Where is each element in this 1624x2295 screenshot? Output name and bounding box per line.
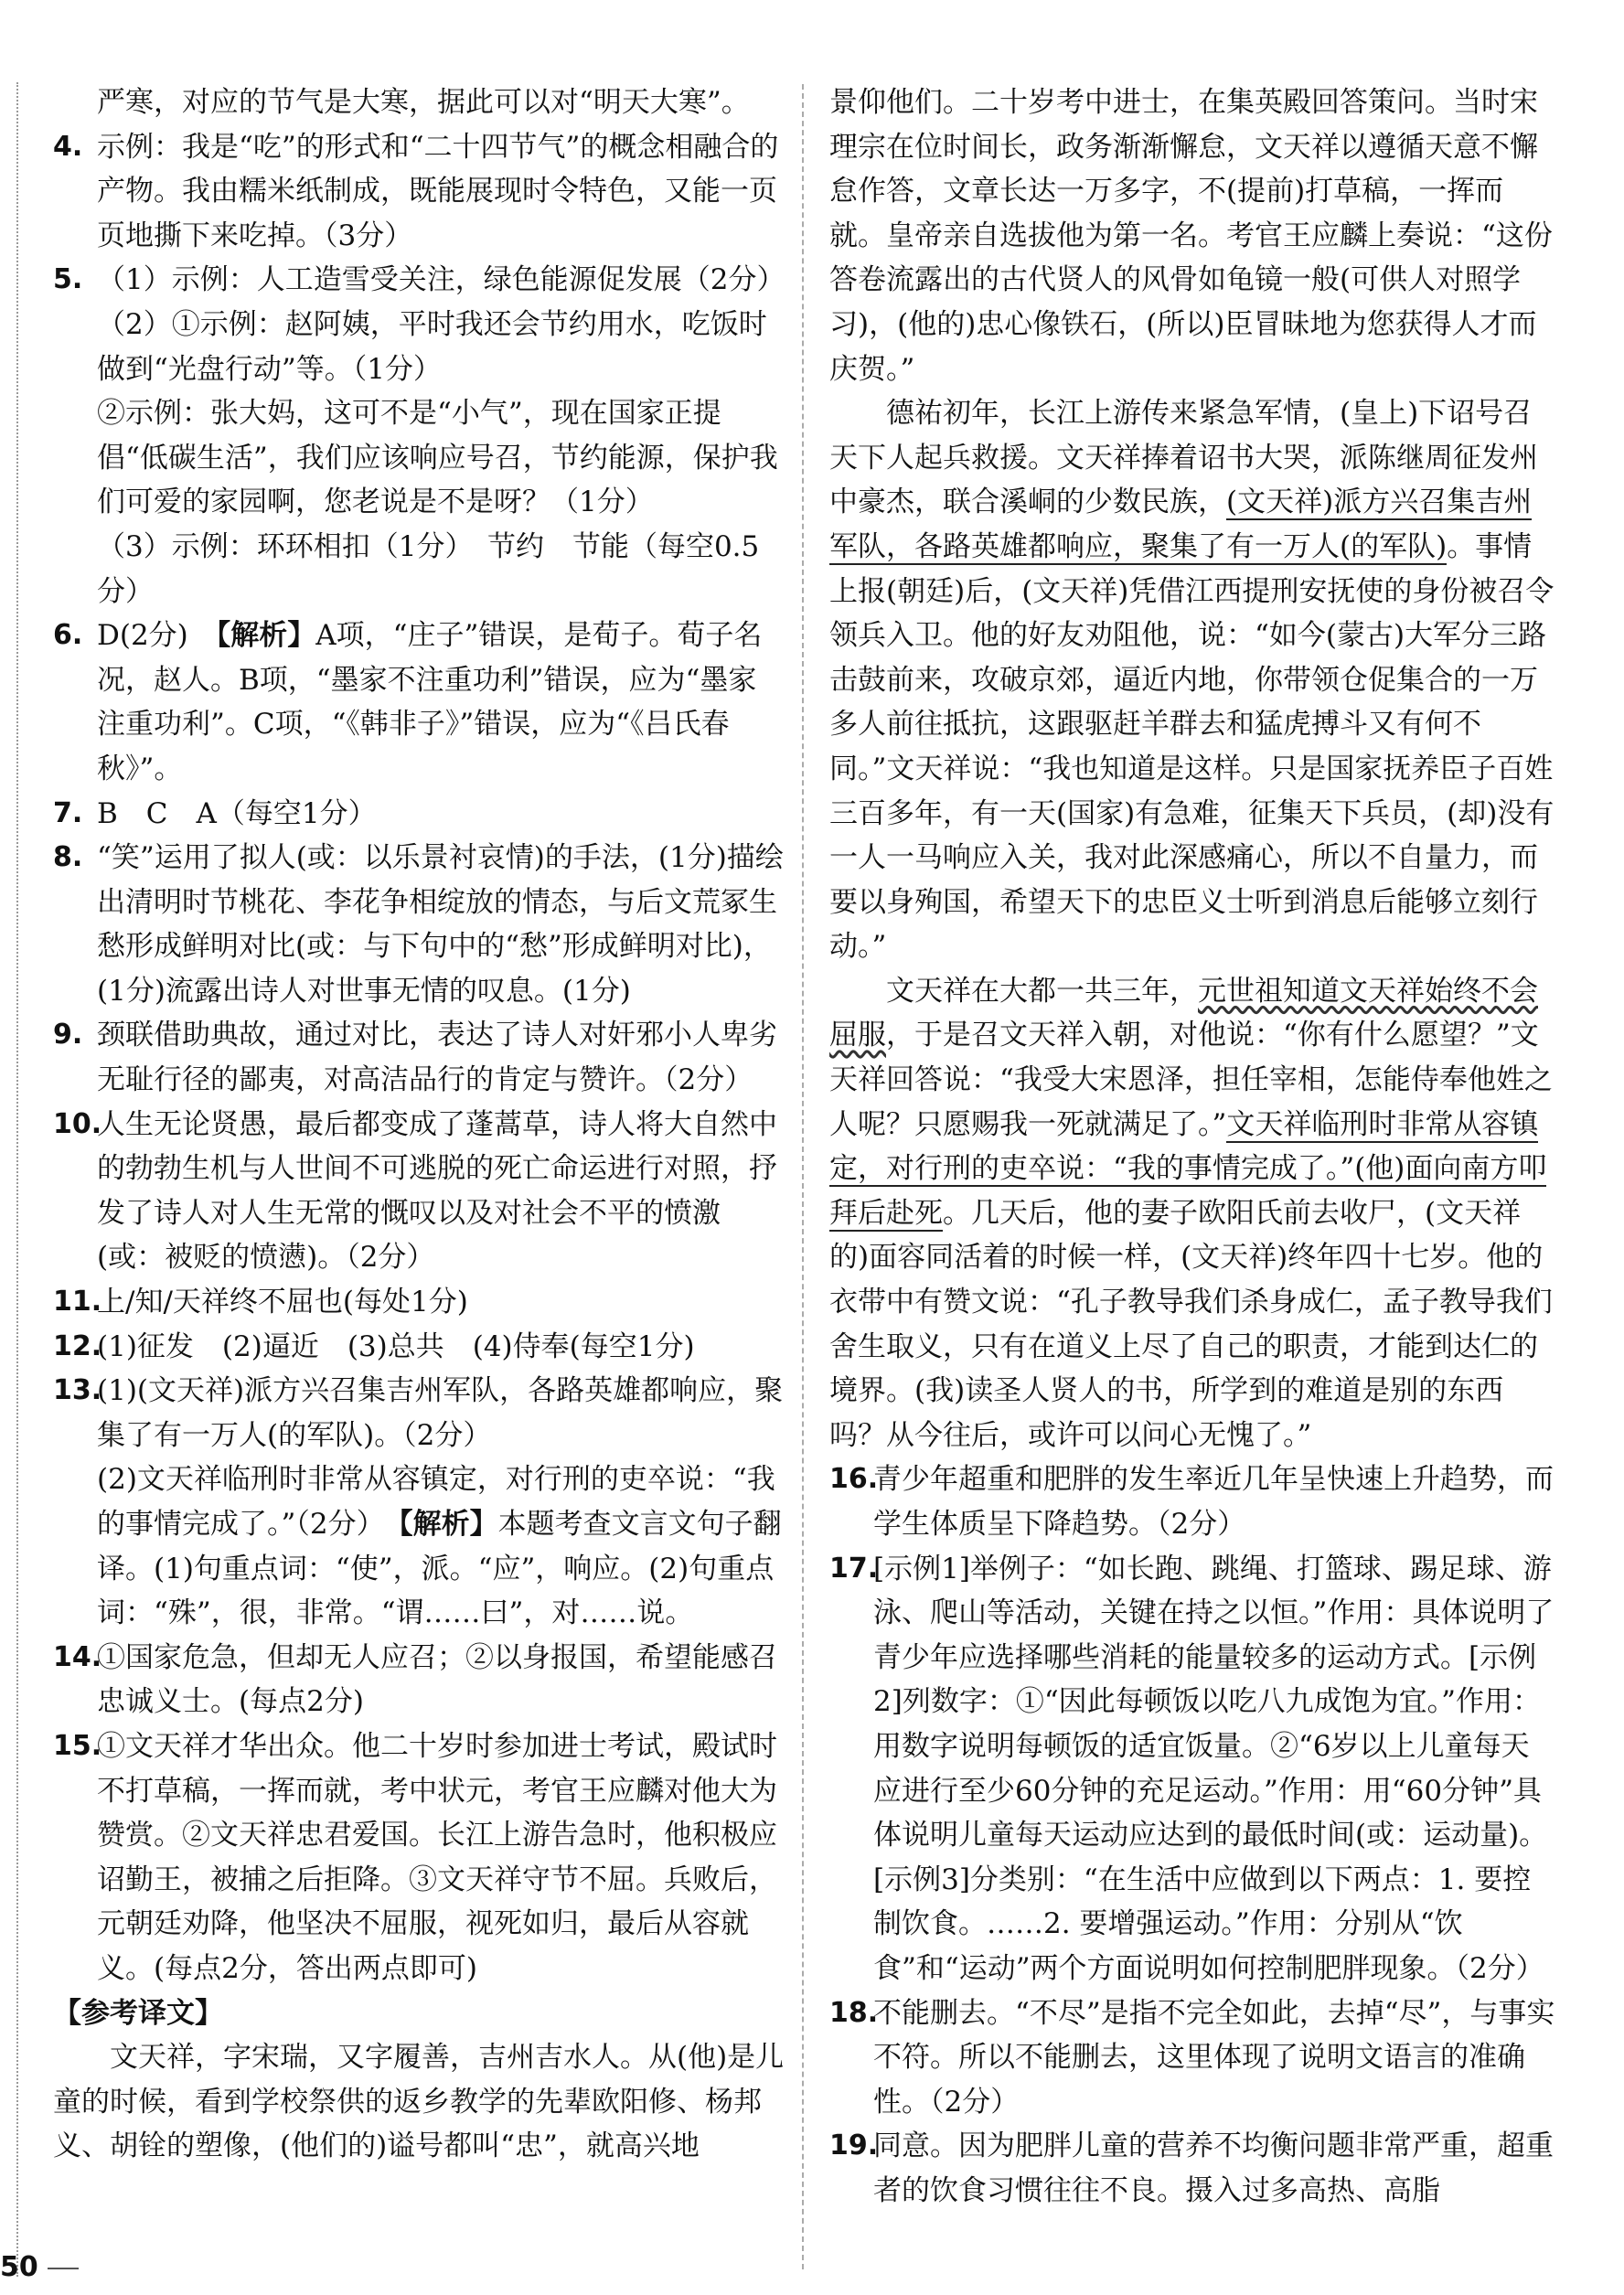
item-text: 同意。因为肥胖儿童的营养不均衡问题非常严重，超重者的饮食习惯往往不良。摄入过多高热、高脂 [873, 2130, 1554, 2207]
page-edge-dots [16, 82, 18, 2277]
answer-item-15 [53, 1724, 785, 1991]
analysis-label: 【解析】 [399, 1508, 498, 1541]
answer-item-16 [829, 1457, 1557, 1546]
item-analysis: A项，“庄子”错误，是荀子。荀子名况，赵人。B项，“墨家不注重功利”错误，应为“墨家注重功利”。C项，“《韩非子》”错误，应为“《吕氏春秋》”。 [97, 619, 763, 785]
reference-paragraph [829, 391, 1557, 969]
item-number: 5. [53, 263, 83, 296]
underlined-sentence: (文天祥)派方兴召集吉州军队，各路英雄都响应，聚集了有一万人(的军队) [829, 486, 1533, 563]
item-text: 颈联借助典故，通过对比，表达了诗人对奸邪小人卑劣无耻行径的鄙夷，对高洁品行的肯定与赞许。（2分） [97, 1019, 777, 1097]
item-text: B C A（每空1分） [97, 796, 377, 830]
answer-item-19 [829, 2124, 1557, 2213]
item-number: 15. [53, 1729, 102, 1762]
reference-paragraph: 景仰他们。二十岁考中进士，在集英殿回答策问。当时宋理宗在位时间长，政务渐渐懈怠，文天祥以遵循天意不懈怠作答，文章长达一万多字，不(提前)打草稿，一挥而就。皇帝亲自选拔他为第一名。考官王应麟上奏说：“这份答卷流露出的古代贤人的风骨如龟镜一般(可供人对照学习)，(他的)忠心像铁石，(所以)臣冒昧地为您获得人才而庆贺。” [829, 86, 1553, 386]
reference-translation-title: 【参考译文】 [53, 1996, 223, 2030]
item-text: 不能删去。“不尽”是指不完全如此，去掉“尽”，与事实不符。所以不能删去，这里体现了说明文语言的准确性。（2分） [873, 1996, 1555, 2119]
item-line [97, 1457, 785, 1635]
item-text: 青少年超重和肥胖的发生率近几年呈快速上升趋势，而学生体质呈下降趋势。（2分） [873, 1463, 1554, 1541]
answer-item-13 [53, 1369, 785, 1636]
answer-item-5 [53, 258, 785, 614]
item-answer: (2)文天祥临刑时非常从容镇定，对行刑的吏卒说：“我的事情完成了。”（2分） [97, 1463, 775, 1541]
item-number: 10. [53, 1107, 102, 1140]
underlined-sentence: 文天祥临刑时非常从容镇定，对行刑的吏卒说：“我的事情完成了。”(他)面向南方叩拜后赴死 [829, 1107, 1547, 1230]
answer-item-7 [53, 792, 785, 837]
item-text: ①文天祥才华出众。他二十岁时参加进士考试，殿试时不打草稿，一挥而就，考中状元，考官王应麟对他大为赞赏。②文天祥忠君爱国。长江上游告急时，他积极应诏勤王，被捕之后拒降。③文天祥守节不屈。兵败后，元朝廷劝降，他坚决不屈服，视死如归，最后从容就义。(每点2分，答出两点即可) [97, 1729, 777, 1985]
item-number: 13. [53, 1374, 102, 1407]
item-number: 4. [53, 130, 83, 163]
item-line: (1)(文天祥)派方兴召集吉州军队，各路英雄都响应，聚集了有一万人(的军队)。（2分） [97, 1374, 784, 1452]
item-number: 7. [53, 796, 83, 829]
answer-item-10 [53, 1103, 785, 1280]
item-line: （1）示例：人工造雪受关注，绿色能源促发展（2分） [97, 263, 785, 297]
answer-item-18 [829, 1991, 1557, 2125]
continued-line: 严寒，对应的节气是大寒，据此可以对“明天大寒”。 [97, 86, 750, 119]
paragraph-text: 。事情上报(朝廷)后，(文天祥)凭借江西提刑安抚使的身份被召令领兵入卫。他的好友劝阻他，说：“如今(蒙古)大军分三路击鼓前来，攻破京郊，逼近内地，你带领仓促集合的一万多人前往抵抗，这跟驱赶羊群去和猛虎搏斗又有何不同。”文天祥说：“我也知道是这样。只是国家抚养臣子百姓三百多年，有一天(国家)有急难，征集天下兵员，(却)没有一人一马响应入关，我对此深感痛心，所以不自量力，而要以身殉国，希望天下的忠臣义士听到消息后能够立刻行动。” [829, 529, 1555, 964]
item-line: （2）①示例：赵阿姨，平时我还会节约用水，吃饭时做到“光盘行动”等。（1分） [97, 307, 767, 386]
reference-paragraph: 文天祥，字宋瑞，又字履善，吉州吉水人。从(他)是儿童的时候，看到学校祭供的返乡教学的先辈欧阳修、杨邦义、胡铨的塑像，(他们的)谥号都叫“忠”，就高兴地 [53, 2041, 785, 2163]
item-body [97, 1369, 785, 1636]
item-text: (1)征发 (2)逼近 (3)总共 (4)侍奉(每空1分) [97, 1329, 695, 1363]
answer-item-12 [53, 1325, 785, 1370]
item-line: （3）示例：环环相扣（1分） 节约 节能（每空0.5分） [97, 529, 760, 608]
item-text: 上/知/天祥终不屈也(每处1分) [97, 1286, 468, 1319]
item-text: 人生无论贤愚，最后都变成了蓬蒿草，诗人将大自然中的勃勃生机与人世间不可逃脱的死亡命运进行对照，抒发了诗人对人生无常的慨叹以及对社会不平的愤激(或：被贬的愤懑)。（2分） [97, 1107, 777, 1275]
page-number-dash [48, 2268, 79, 2269]
answer-item-11 [53, 1280, 785, 1325]
reference-paragraph [829, 969, 1557, 1458]
item-line: ②示例：张大妈，这可不是“小气”，现在国家正提倡“低碳生活”，我们应该响应号召，节约能源，保护我们可爱的家园啊，您老说是不是呀？（1分） [97, 397, 778, 519]
paragraph-text: ，于是召文天祥入朝，对他说：“你有什么愿望？”文天祥回答说：“我受大宋恩泽，担任宰相，怎能侍奉他姓之人呢？只愿赐我一死就满足了。” [829, 1019, 1553, 1141]
item-body [97, 614, 785, 791]
item-text: “笑”运用了拟人(或：以乐景衬哀情)的手法，(1分)描绘出清明时节桃花、李花争相绽放的情态，与后文荒冢生愁形成鲜明对比(或：与下句中的“愁”形成鲜明对比)，(1分)流露出诗人对世事无情的叹息。(1分) [97, 841, 784, 1008]
item-number: 11. [53, 1286, 102, 1318]
answer-item-6 [53, 614, 785, 791]
item-answer: D(2分) [97, 619, 217, 653]
item-body [97, 258, 785, 614]
item-number: 14. [53, 1640, 102, 1673]
paragraph-text: 德祐初年，长江上游传来紧急军情，(皇上)下诏号召天下人起兵救援。文天祥捧着诏书大哭，派陈继周征发州中豪杰，联合溪峒的少数民族， [829, 397, 1538, 519]
item-number: 12. [53, 1329, 102, 1362]
answer-item-8 [53, 836, 785, 1013]
item-text: 示例：我是“吃”的形式和“二十四节气”的概念相融合的产物。我由糯米纸制成，既能展现时令特色，又能一页页地撕下来吃掉。（3分） [97, 130, 779, 252]
answer-item-14 [53, 1636, 785, 1724]
item-number: 17. [829, 1552, 879, 1585]
answer-item-4 [53, 125, 785, 259]
answer-item-17 [829, 1547, 1562, 1991]
item-number: 8. [53, 841, 83, 874]
analysis-label: 【解析】 [216, 619, 316, 653]
page-number: 50 [0, 2251, 38, 2283]
column-divider [802, 84, 804, 2269]
paragraph-text: 文天祥在大都一共三年， [886, 974, 1198, 1008]
item-text: ①国家危急，但却无人应召；②以身报国，希望能感召忠诚义士。(每点2分) [97, 1640, 777, 1719]
right-column [829, 80, 1562, 2214]
item-text: [示例1]举例子：“如长跑、跳绳、打篮球、踢足球、游泳、爬山等活动，关键在持之以恒。”作用：具体说明了青少年应选择哪些消耗的能量较多的运动方式。[示例2]列数字：①“因此每顿饭以吃八九成饱为宜。”作用：用数字说明每顿饭的适宜饭量。②“6岁以上儿童每天应进行至少60分钟的充足运动。”作用：用“60分钟”具体说明儿童每天运动应达到的最低时间(或：运动量)。 [示例3]分类别：“在生活中应做到以下两点：1. 要控制饮食。……2. 要增强运动。”作用：分别从“饮食”和“运动”两个方面说明如何控制肥胖现象。（2分） [873, 1552, 1562, 1985]
item-number: 9. [53, 1019, 83, 1051]
item-analysis: 本题考查文言文句子翻译。(1)句重点词：“使”，派。“应”，响应。(2)句重点词：“殊”，很，非常。“谓……曰”，对……说。 [97, 1508, 782, 1630]
item-number: 18. [829, 1996, 879, 2029]
left-column [53, 80, 785, 2169]
wavy-underlined-sentence: 元世祖知道文天祥始终不会屈服 [829, 974, 1538, 1052]
item-number: 6. [53, 619, 83, 652]
paragraph-text: 。几天后，他的妻子欧阳氏前去收尸，(文天祥的)面容同活着的时候一样，(文天祥)终年四十七岁。他的衣带中有赞文说：“孔子教导我们杀身成仁，孟子教导我们舍生取义，只有在道义上尽了自己的职责，才能到达仁的境界。(我)读圣人贤人的书，所学到的难道是别的东西吗？从今往后，或许可以问心无愧了。” [829, 1196, 1553, 1452]
item-number: 16. [829, 1463, 879, 1496]
answer-item-9 [53, 1013, 785, 1102]
item-number: 19. [829, 2130, 879, 2162]
